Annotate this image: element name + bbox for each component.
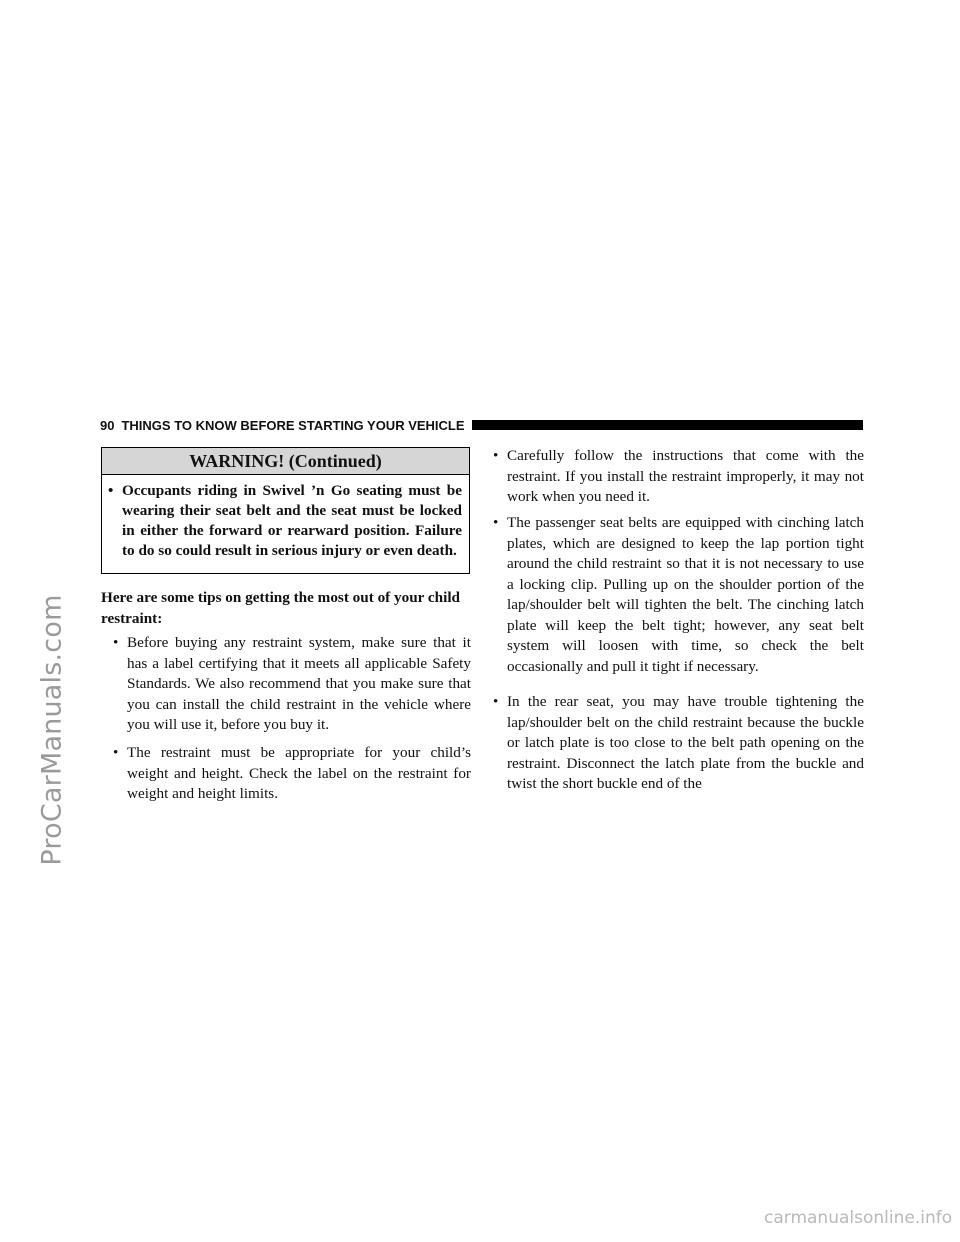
bullet-icon: •	[493, 693, 499, 710]
bullet-icon: •	[493, 514, 499, 531]
list-item-text: In the rear seat, you may have trouble tightening the lap/shoulder belt on the child restraint because the buckle or latch plate is too close to the belt path opening on the restraint. Disconnect the latch plate from the buckle and twist the short buckle end of the	[507, 693, 864, 792]
warning-text: Occupants riding in Swivel ’n Go seating must be wearing their seat belt and the seat must be locked in either the forward or rearward position. Failure to do so could result in serious injury or even death.	[122, 482, 462, 559]
list-item-text: Carefully follow the instructions that come with the restraint. If you install the restraint improperly, it may not work when you need it.	[507, 447, 864, 505]
list-item-text: The restraint must be appropriate for your child’s weight and height. Check the label on the restraint for weight and height limits.	[127, 744, 471, 802]
list-item-left-1	[113, 633, 471, 736]
page-header	[100, 414, 863, 436]
tips-intro: Here are some tips on getting the most out of your child restraint:	[101, 589, 460, 627]
side-watermark: ProCarManuals.com	[36, 594, 68, 866]
warning-box	[101, 447, 470, 574]
list-item-right-2	[493, 513, 864, 677]
footer-watermark: carmanualsonline.info	[764, 1208, 953, 1228]
page-number: 90	[100, 417, 115, 433]
list-item-text: The passenger seat belts are equipped with cinching latch plates, which are designed to keep the lap portion tight around the child restraint so that it is not necessary to use a locking clip. Pulling up on the shoulder portion of the lap/shoulder belt will tighten the belt. The cinching latch plate will keep the belt tight; however, any seat belt system will loosen with time, so check the belt occasionally and pull it tight if necessary.	[507, 514, 864, 675]
list-item-right-3	[493, 692, 864, 795]
list-item-text: Before buying any restraint system, make sure that it has a label certifying that it meets all applicable Safety Standards. We also recommend that you make sure that you can install the child restraint in the vehicle where you will use it, before you buy it.	[127, 634, 471, 733]
warning-title: WARNING! (Continued)	[102, 448, 469, 475]
header-rule	[472, 420, 863, 430]
bullet-icon: •	[113, 634, 119, 651]
bullet-icon: •	[108, 482, 114, 499]
list-item-left-2	[113, 743, 471, 805]
warning-item	[102, 475, 469, 561]
section-title: THINGS TO KNOW BEFORE STARTING YOUR VEHICLE	[121, 417, 465, 433]
bullet-icon: •	[113, 744, 119, 761]
bullet-icon: •	[493, 447, 499, 464]
list-item-right-1	[493, 446, 864, 508]
